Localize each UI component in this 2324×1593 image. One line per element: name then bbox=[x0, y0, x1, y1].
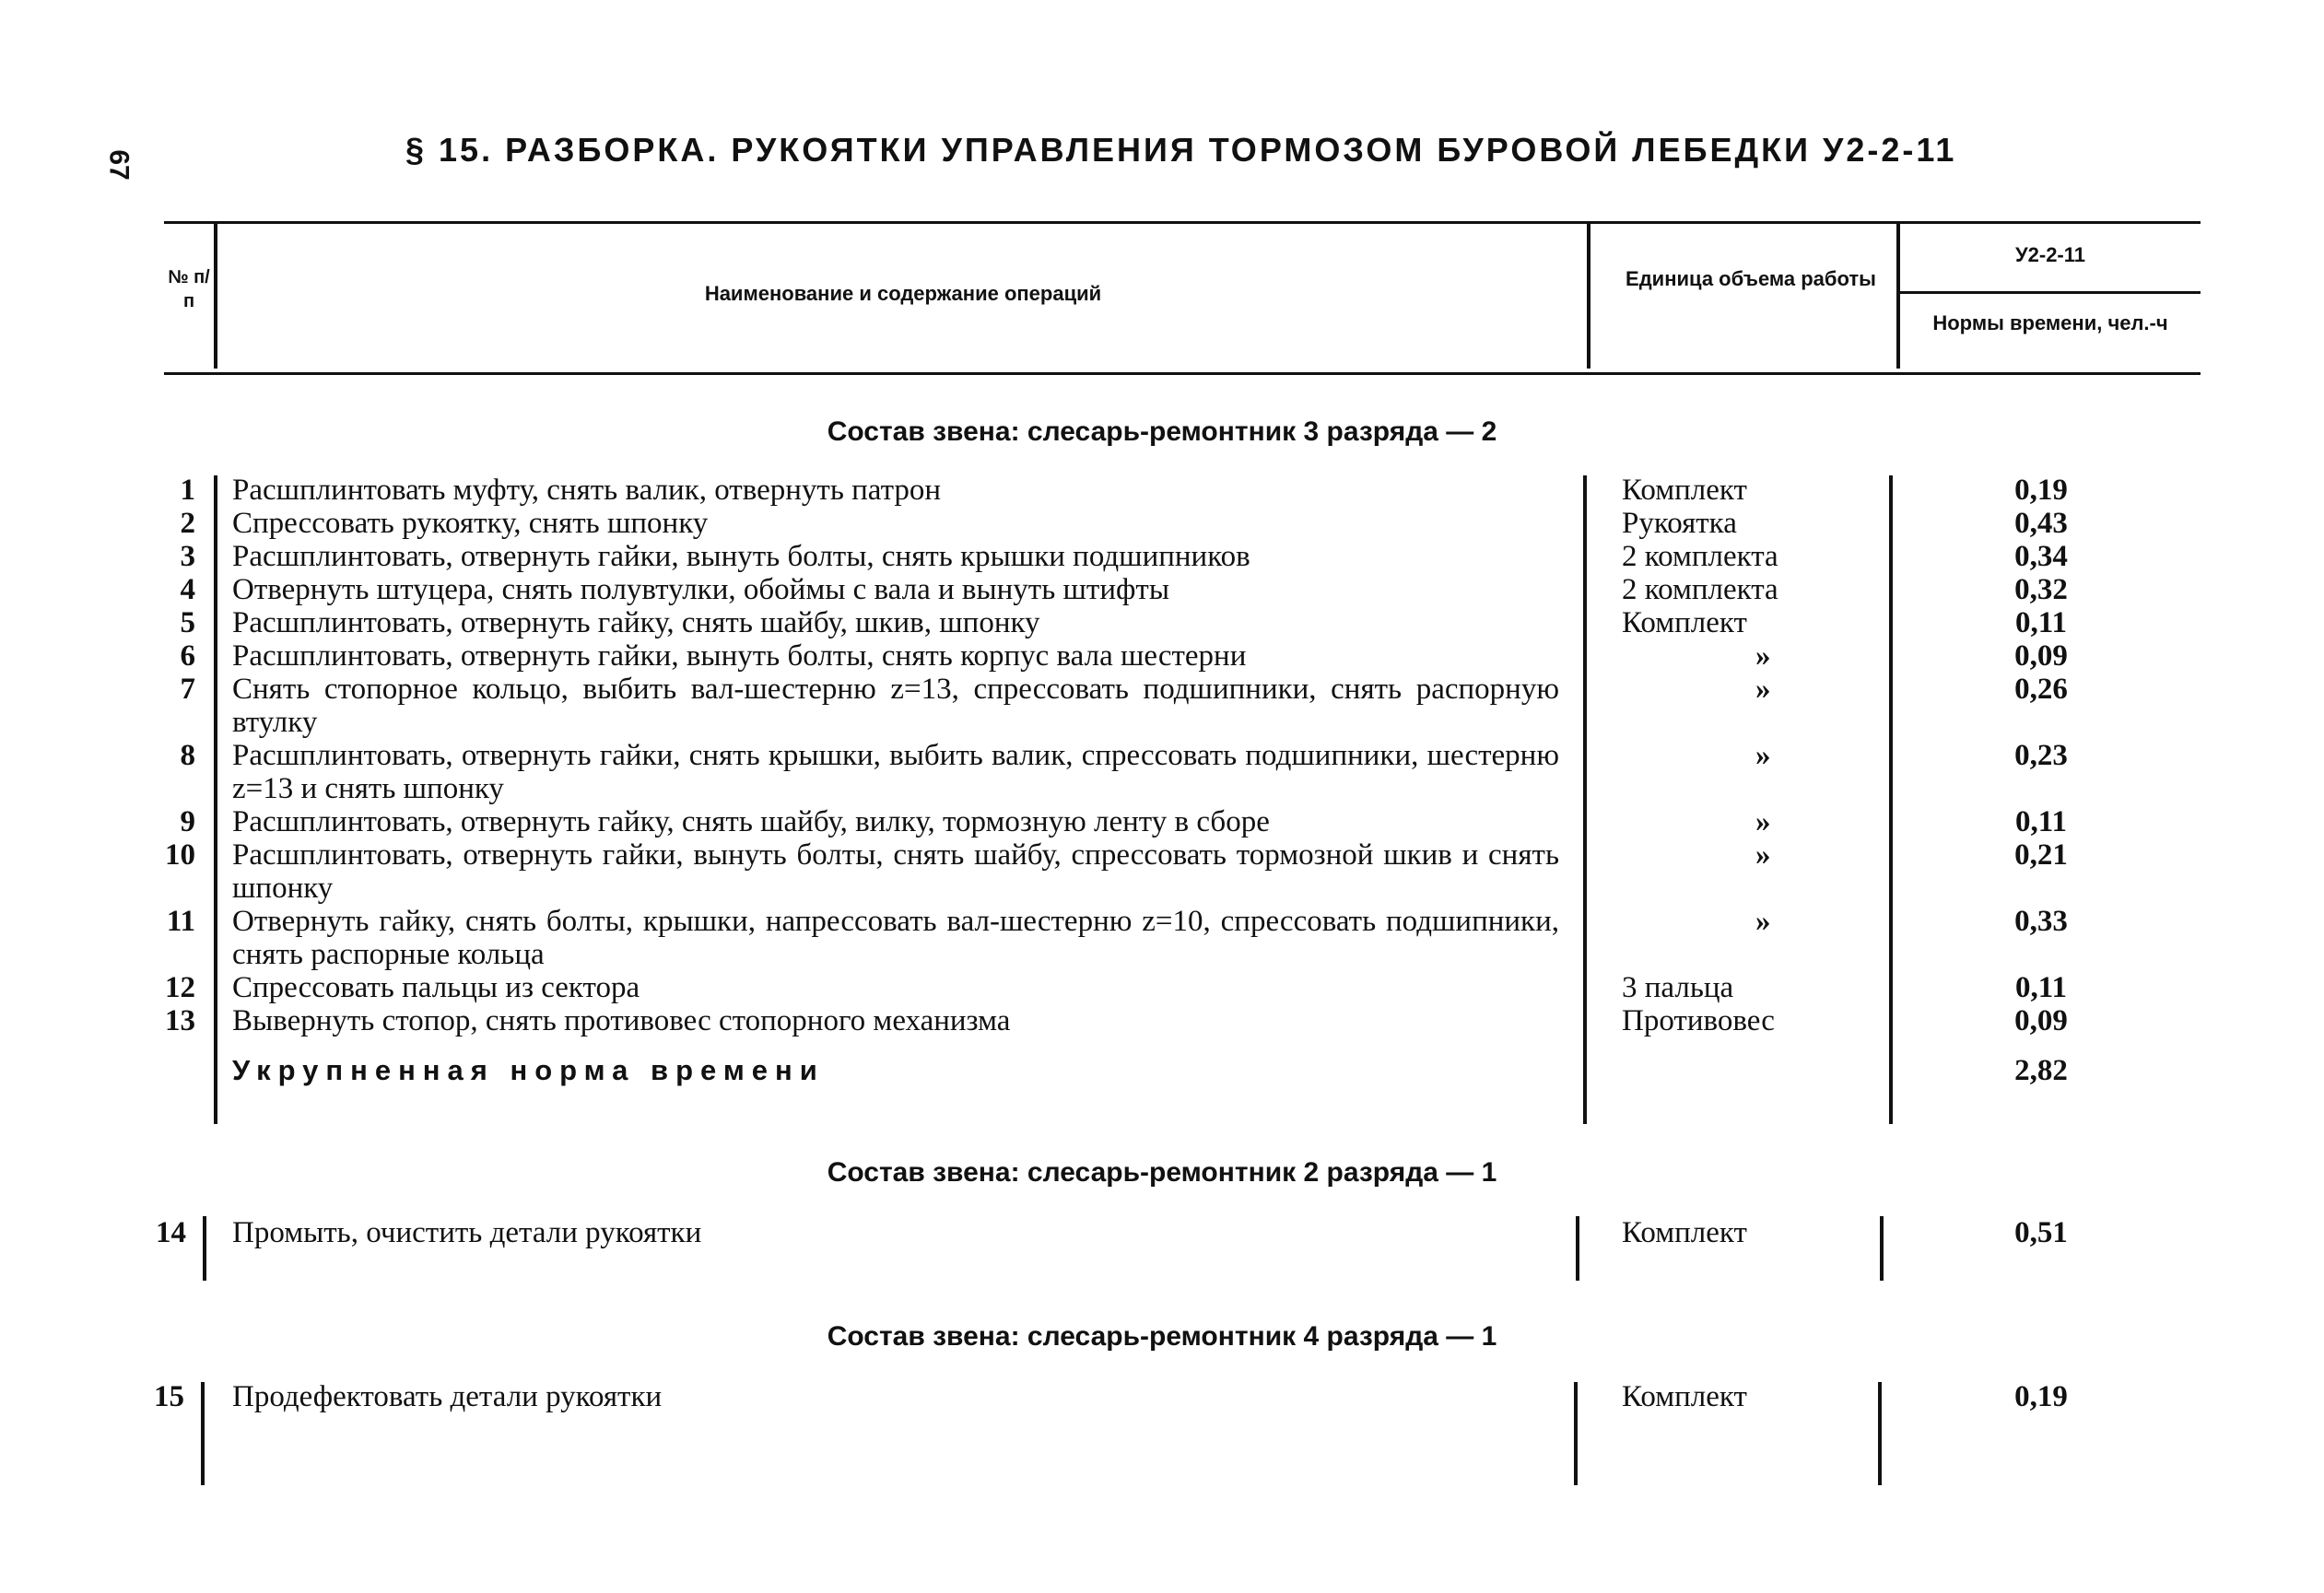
row-number: 10 bbox=[165, 838, 195, 872]
row-operation: Отвернуть штуцера, снять полувтулки, обоймы с вала и вынуть штифты bbox=[232, 573, 1169, 606]
body-divider-num bbox=[201, 1382, 205, 1485]
row-unit: 2 комплекта bbox=[1622, 573, 1778, 606]
row-unit: » bbox=[1755, 639, 1771, 673]
row-number: 11 bbox=[166, 905, 195, 938]
body-divider-num bbox=[203, 1216, 206, 1281]
row-norm: 0,34 bbox=[2014, 540, 2068, 573]
row-number: 14 bbox=[156, 1216, 186, 1249]
row-unit: » bbox=[1755, 905, 1771, 938]
row-norm: 0,23 bbox=[2014, 739, 2068, 772]
row-operation: Расшплинтовать муфту, снять валик, отвернуть патрон bbox=[232, 474, 942, 507]
row-number: 6 bbox=[180, 639, 195, 673]
body-divider-unit bbox=[1880, 1216, 1884, 1281]
row-operation: Расшплинтовать, отвернуть гайку, снять шайбу, вилку, тормозную ленту в сборе bbox=[232, 805, 1270, 838]
header-top-rule bbox=[164, 221, 2201, 224]
row-unit: Комплект bbox=[1622, 1216, 1747, 1249]
row-norm: 0,51 bbox=[2014, 1216, 2068, 1249]
row-unit: Рукоятка bbox=[1622, 507, 1737, 540]
body-divider-name bbox=[1576, 1216, 1579, 1281]
row-norm: 0,43 bbox=[2014, 507, 2068, 540]
header-num: № п/п bbox=[168, 267, 210, 311]
row-norm: 0,09 bbox=[2014, 1004, 2068, 1037]
row-number: 5 bbox=[180, 606, 195, 639]
row-operation: Расшплинтовать, отвернуть гайку, снять шайбу, шкив, шпонку bbox=[232, 606, 1040, 639]
row-number: 13 bbox=[165, 1004, 195, 1037]
header-bottom-rule bbox=[164, 372, 2201, 375]
row-number: 2 bbox=[180, 507, 195, 540]
header-divider-name bbox=[1587, 221, 1590, 369]
header-unit: Единица объема работы bbox=[1626, 267, 1876, 290]
row-unit: Комплект bbox=[1622, 1380, 1747, 1413]
row-number: 4 bbox=[180, 573, 195, 606]
row-number: 1 bbox=[180, 474, 195, 507]
header-model-rule bbox=[1898, 291, 2201, 294]
row-operation: Продефектовать детали рукоятки bbox=[232, 1380, 663, 1413]
row-number: 12 bbox=[165, 971, 195, 1004]
body-divider-name bbox=[1574, 1382, 1578, 1485]
page-title: § 15. РАЗБОРКА. РУКОЯТКИ УПРАВЛЕНИЯ ТОРМОЗОМ БУРОВОЙ ЛЕБЕДКИ У2-2-11 bbox=[405, 131, 1957, 169]
row-operation: Вывернуть стопор, снять противовес стопорного механизма bbox=[232, 1004, 1011, 1037]
row-norm: 0,21 bbox=[2014, 838, 2068, 872]
row-norm: 0,26 bbox=[2014, 673, 2068, 706]
row-unit: » bbox=[1755, 838, 1771, 872]
row-operation: Снять стопорное кольцо, выбить вал-шестерню z=13, спрессовать подшипники, снять распорную втулку bbox=[232, 673, 1559, 739]
row-operation: Расшплинтовать, отвернуть гайки, вынуть болты, снять корпус вала шестерни bbox=[232, 639, 1247, 673]
row-norm: 0,33 bbox=[2014, 905, 2068, 938]
row-operation: Расшплинтовать, отвернуть гайки, вынуть болты, снять шайбу, спрессовать тормозной шкив и снять шпонку bbox=[232, 838, 1559, 905]
summary-norm: 2,82 bbox=[2014, 1054, 2068, 1087]
row-operation: Расшплинтовать, отвернуть гайки, вынуть болты, снять крышки подшипников bbox=[232, 540, 1250, 573]
row-norm: 0,11 bbox=[2015, 606, 2067, 639]
row-unit: » bbox=[1755, 805, 1771, 838]
row-operation: Спрессовать пальцы из сектора bbox=[232, 971, 640, 1004]
header-norm: Нормы времени, чел.-ч bbox=[1932, 311, 2168, 334]
row-unit: 3 пальца bbox=[1622, 971, 1734, 1004]
row-number: 8 bbox=[180, 739, 195, 772]
row-number: 15 bbox=[154, 1380, 184, 1413]
row-unit: Комплект bbox=[1622, 474, 1747, 507]
header-model: У2-2-11 bbox=[2014, 243, 2086, 266]
row-operation: Промыть, очистить детали рукоятки bbox=[232, 1216, 702, 1249]
row-norm: 0,19 bbox=[2014, 474, 2068, 507]
row-norm: 0,09 bbox=[2014, 639, 2068, 673]
section-title: Состав звена: слесарь-ремонтник 4 разряда — 1 bbox=[827, 1321, 1497, 1352]
row-number: 3 bbox=[180, 540, 195, 573]
section-title: Состав звена: слесарь-ремонтник 3 разряда — 2 bbox=[827, 416, 1497, 447]
row-norm: 0,19 bbox=[2014, 1380, 2068, 1413]
row-unit: Противовес bbox=[1622, 1004, 1775, 1037]
row-norm: 0,11 bbox=[2015, 805, 2067, 838]
section-title: Состав звена: слесарь-ремонтник 2 разряда — 1 bbox=[827, 1157, 1497, 1188]
body-divider-name bbox=[1583, 475, 1587, 1124]
header-divider-num bbox=[214, 221, 217, 369]
body-divider-num bbox=[214, 475, 217, 1124]
row-unit: 2 комплекта bbox=[1622, 540, 1778, 573]
page-number: 67 bbox=[103, 149, 135, 181]
row-norm: 0,11 bbox=[2015, 971, 2067, 1004]
summary-label: Укрупненная норма времени bbox=[232, 1054, 825, 1086]
row-number: 9 bbox=[180, 805, 195, 838]
row-operation: Расшплинтовать, отвернуть гайки, снять крышки, выбить валик, спрессовать подшипники, шестерню z=13 и снять шпонку bbox=[232, 739, 1559, 805]
body-divider-unit bbox=[1878, 1382, 1882, 1485]
row-operation: Спрессовать рукоятку, снять шпонку bbox=[232, 507, 709, 540]
row-unit: Комплект bbox=[1622, 606, 1747, 639]
row-number: 7 bbox=[180, 673, 195, 706]
row-operation: Отвернуть гайку, снять болты, крышки, напрессовать вал-шестерню z=10, спрессовать подшипники, снять распорные кольца bbox=[232, 905, 1559, 971]
row-unit: » bbox=[1755, 673, 1771, 706]
row-norm: 0,32 bbox=[2014, 573, 2068, 606]
header-name: Наименование и содержание операций bbox=[704, 282, 1102, 305]
body-divider-unit bbox=[1889, 475, 1893, 1124]
row-unit: » bbox=[1755, 739, 1771, 772]
